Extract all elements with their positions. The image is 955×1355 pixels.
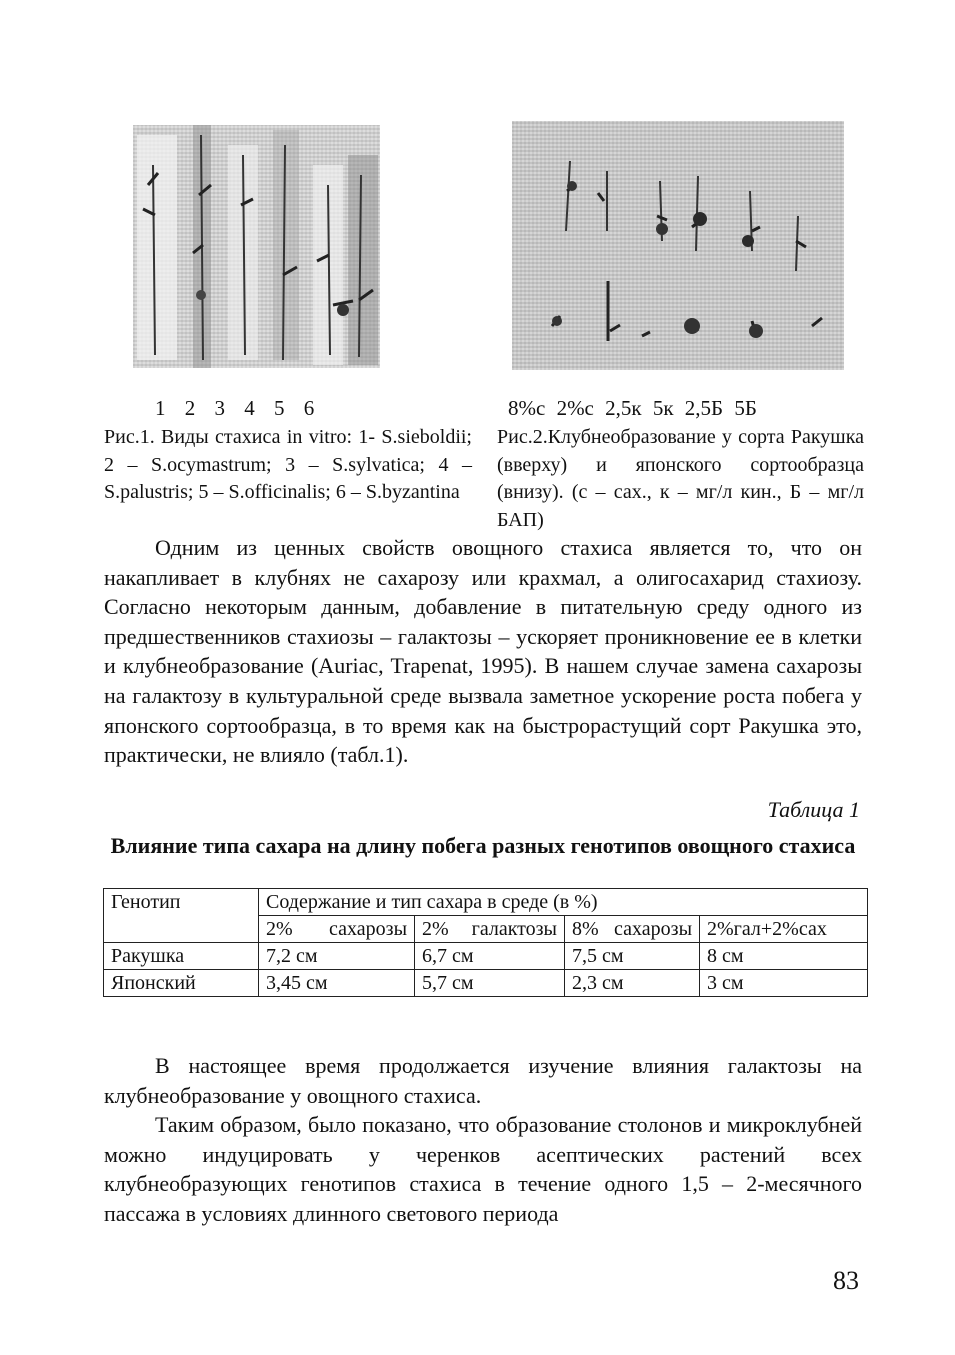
body-paragraph: Таким образом, было показано, что образование столонов и микроклубней можно индуцировать у черенков асептических растений всех клубнеобразующих генотипов стахиса в течение одного 1,5 – 2-месячного пассажа в условиях длинного светового периода xyxy=(104,1112,862,1226)
column-header: 2% галактозы xyxy=(415,916,565,943)
tuber-formation-image xyxy=(512,121,844,370)
row-genotype: Ракушка xyxy=(104,943,259,970)
page-number: 83 xyxy=(833,1266,859,1295)
figure-2-numbers: 8%с 2%с 2,5к 5к 2,5Б 5Б xyxy=(508,396,757,420)
table-cell: 3,45 см xyxy=(259,970,415,997)
table-cell: 7,5 см xyxy=(565,943,700,970)
figure-2-caption: Рис.2.Клубнеобразование у сорта Ракушка (вверху) и японского сортообразца (внизу). (с – сах., к – мг/л кин., Б – мг/л БАП) xyxy=(497,426,864,531)
figure-2-photo xyxy=(512,121,844,370)
table-cell: 2,3 см xyxy=(565,970,700,997)
table-label: Таблица 1 xyxy=(767,797,860,822)
body-paragraph: В настоящее время продолжается изучение влияния галактозы на клубнеобразование у овощного стахиса. xyxy=(104,1053,862,1108)
body-paragraph: Одним из ценных свойств овощного стахиса является то, что он накапливает в клубнях не сахарозу или крахмал, а олигосахарид стахиозу. Согласно некоторым данным, добавление в питательную среду одного из предшественников стахиозы – галактозы – ускоряет проникновение ее в клетки и клубнеобразование (Auriac, Trapenat, 1995). В нашем случае замена сахарозы на галактозу в культуральной среде вызвала заметное ускорение роста побега у японского сортообразца, в то время как на быстрорастущий сорт Ракушка это, практически, не влияло (табл.1). xyxy=(104,535,862,768)
header-genotype: Генотип xyxy=(104,889,259,943)
figure-1-caption: Рис.1. Виды стахиса in vitro: 1- S.sieboldii; 2 – S.ocymastrum; 3 – S.sylvatica; 4 – S.palustris; 5 – S.officinalis; 6 – S.byzantina xyxy=(104,426,472,503)
table-cell: 6,7 см xyxy=(415,943,565,970)
plants-in-vitro-image xyxy=(133,125,380,368)
figure-1-numbers: 1 2 3 4 5 6 xyxy=(155,396,315,420)
table-cell: 8 см xyxy=(700,943,868,970)
table-header-row xyxy=(104,889,868,916)
column-header: 2%гал+2%сах xyxy=(700,916,868,943)
column-header: 8% сахарозы xyxy=(565,916,700,943)
table-row xyxy=(104,970,868,997)
row-genotype: Японский xyxy=(104,970,259,997)
table-cell: 3 см xyxy=(700,970,868,997)
table-title: Влияние типа сахара на длину побега разных генотипов овощного стахиса xyxy=(110,833,856,858)
figure-1-photo xyxy=(133,125,380,368)
table-cell: 7,2 см xyxy=(259,943,415,970)
header-sugar-group: Содержание и тип сахара в среде (в %) xyxy=(259,889,868,916)
table-row xyxy=(104,943,868,970)
column-header: 2% сахарозы xyxy=(259,916,415,943)
data-table xyxy=(103,888,868,997)
table-cell: 5,7 см xyxy=(415,970,565,997)
